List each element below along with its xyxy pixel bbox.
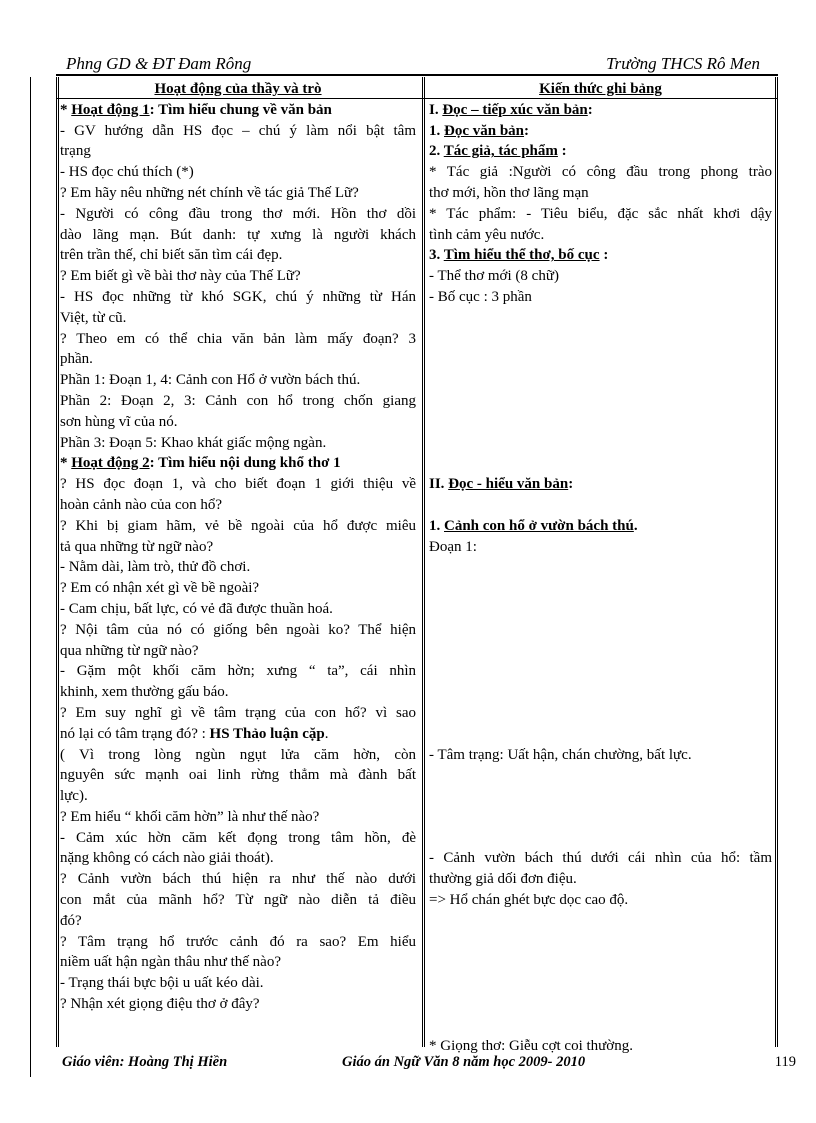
left-column-title: Hoạt động của thầy và trò — [154, 81, 322, 97]
activity-line: * Hoạt động 1: Tìm hiểu chung về văn bản — [60, 101, 332, 118]
note-line: - Bố cục : 3 phần — [429, 288, 532, 305]
right-column-content — [429, 100, 772, 1057]
activity-line: Phần 1: Đoạn 1, 4: Cảnh con Hổ ở vườn bách thú. — [60, 372, 361, 389]
note-line — [429, 1015, 772, 1036]
note-line — [429, 578, 772, 599]
note-line — [429, 599, 772, 620]
note-line — [429, 557, 772, 578]
teacher-student-activities-column — [60, 79, 416, 1015]
footer-lesson-plan: Giáo án Ngữ Văn 8 năm học 2009- 2010 — [342, 1054, 586, 1070]
note-line: Đoạn 1: — [429, 538, 477, 555]
activity-line: phần. — [60, 351, 93, 368]
activity-line: - Trạng thái bực bội u uất kéo dài. — [60, 975, 264, 992]
page-number: 119 — [774, 1054, 796, 1070]
activity-line: ? Em có nhận xét gì về bề ngoài? — [60, 580, 260, 597]
note-line: - Thể thơ mới (8 chữ) — [429, 268, 559, 285]
note-line — [429, 349, 772, 370]
activity-line: hoàn cảnh nào của con hổ? — [60, 496, 223, 513]
note-line: * Tác phẩm: - Tiêu biểu, đặc sắc nhất khơi dậy — [429, 205, 772, 222]
note-line: * Tác giả :Người có công đầu trong phong trào — [429, 164, 772, 181]
note-line — [429, 952, 772, 973]
note-line — [429, 453, 772, 474]
note-line: thơ mới, hồn thơ lãng mạn — [429, 184, 589, 201]
margin-line — [30, 77, 31, 1077]
note-line: 1. Cảnh con hổ ở vườn bách thú. — [429, 517, 638, 534]
note-line — [429, 329, 772, 350]
activity-line: nguyên sức mạnh oai linh rừng thẳm mà đành bất — [60, 767, 416, 784]
note-line — [429, 433, 772, 454]
activity-line: - Người có công đầu trong thơ mới. Hồn thơ dồi — [60, 205, 416, 222]
activity-line: con mắt của mãnh hổ? Từ ngữ nào diễn tả điều — [60, 892, 416, 909]
activity-line: ? Em suy nghĩ gì về tâm trạng của con hổ? vì sao — [60, 704, 416, 721]
activity-line: - HS đọc chú thích (*) — [60, 164, 194, 181]
note-line: II. Đọc - hiểu văn bản: — [429, 476, 574, 493]
column-divider — [422, 77, 425, 1047]
board-notes-column — [429, 79, 772, 1056]
note-line — [429, 994, 772, 1015]
activity-line: - HS đọc những từ khó SGK, chú ý những từ Hán — [60, 288, 416, 305]
activity-line: - Gặm một khối căm hờn; xưng “ ta”, cái nhìn — [60, 663, 416, 680]
activity-line: ? Nhận xét giọng điệu thơ ở đây? — [60, 996, 260, 1013]
activity-line: ? Cảnh vườn bách thú hiện ra như thế nào dưới — [60, 871, 416, 888]
activity-line: Phần 3: Đoạn 5: Khao khát giấc mộng ngàn. — [60, 434, 327, 451]
note-line — [429, 807, 772, 828]
activity-line: nặng không có cách nào giải thoát). — [60, 850, 274, 867]
activity-line: - Cảm xúc hờn căm kết đọng trong tâm hồn, đè — [60, 829, 416, 846]
activity-line: ? Em hiểu “ khối căm hờn” là như thế nào? — [60, 808, 320, 825]
note-line — [429, 724, 772, 745]
activity-line: - Nằm dài, làm trò, thử đồ chơi. — [60, 559, 251, 576]
note-line — [429, 661, 772, 682]
footer-teacher: Giáo viên: Hoàng Thị Hiền — [62, 1054, 228, 1070]
activity-line: lực). — [60, 788, 88, 805]
activity-line: trạng — [60, 143, 91, 160]
note-line: thường giả dối đơn điệu. — [429, 871, 577, 888]
note-line — [429, 391, 772, 412]
activity-line: Việt, từ cũ. — [60, 309, 127, 326]
left-column-content — [60, 100, 416, 1015]
note-line — [429, 703, 772, 724]
note-line — [429, 765, 772, 786]
note-line — [429, 308, 772, 329]
activity-line: tả qua những từ ngữ nào? — [60, 538, 214, 555]
header-rule — [56, 74, 778, 76]
note-line: * Giọng thơ: Giễu cợt coi thường. — [429, 1037, 633, 1054]
activity-line: nó lại có tâm trạng đó? : HS Thảo luận cặp. — [60, 725, 329, 742]
activity-line: ( Vì trong lòng ngùn ngụt lửa căm hờn, còn — [60, 746, 416, 763]
header-school: Trường THCS Rô Men — [606, 54, 760, 73]
note-line — [429, 786, 772, 807]
note-line: => Hổ chán ghét bực dọc cao độ. — [429, 892, 629, 909]
activity-line: ? Em hãy nêu những nét chính về tác giả Thế Lữ? — [60, 184, 359, 201]
activity-line: - GV hướng dẫn HS đọc – chú ý làm nổi bật tâm — [60, 122, 416, 139]
note-line — [429, 932, 772, 953]
activity-line: ? HS đọc đoạn 1, và cho biết đoạn 1 giới thiệu về — [60, 476, 416, 493]
note-line: 1. Đọc văn bản: — [429, 122, 530, 139]
page-header — [66, 54, 760, 76]
note-line — [429, 911, 772, 932]
note-line: - Tâm trạng: Uất hận, chán chường, bất lực. — [429, 746, 692, 763]
activity-line: - Cam chịu, bất lực, có vẻ đã được thuần hoá. — [60, 600, 333, 617]
note-line — [429, 682, 772, 703]
activity-line: ? Nội tâm của nó có giống bên ngoài ko? Thể hiện — [60, 621, 416, 638]
activity-line: Phần 2: Đoạn 2, 3: Cảnh con hổ trong chốn giang — [60, 392, 416, 409]
note-line: - Cảnh vườn bách thú dưới cái nhìn của hổ: tầm — [429, 850, 772, 867]
activity-line: ? Em biết gì về bài thơ này của Thế Lữ? — [60, 268, 301, 285]
note-line — [429, 370, 772, 391]
page-footer — [56, 1054, 796, 1074]
note-line: tình cảm yêu nước. — [429, 226, 545, 243]
note-line — [429, 973, 772, 994]
note-line — [429, 495, 772, 516]
activity-line: ? Tâm trạng hổ trước cảnh đó ra sao? Em hiểu — [60, 933, 416, 950]
note-line — [429, 412, 772, 433]
activity-line: ? Theo em có thể chia văn bản làm mấy đoạn? 3 — [60, 330, 416, 347]
activity-line: trên trần thế, chỉ biết săn tìm cái đẹp. — [60, 247, 283, 264]
note-line — [429, 641, 772, 662]
note-line: I. Đọc – tiếp xúc văn bản: — [429, 101, 593, 118]
right-column-title: Kiến thức ghi bảng — [539, 81, 662, 97]
note-line — [429, 620, 772, 641]
note-line — [429, 828, 772, 849]
note-line: 3. Tìm hiểu thể thơ, bố cục : — [429, 247, 609, 264]
activity-line: dào lãng mạn. Bút danh: tự xưng là người khách — [60, 226, 416, 243]
activity-line: * Hoạt động 2: Tìm hiểu nội dung khổ thơ 1 — [60, 455, 341, 472]
activity-line: sơn hùng vĩ của nó. — [60, 413, 178, 430]
header-department: Phng GD & ĐT Đam Rông — [66, 54, 252, 73]
activity-line: khinh, xem thường gấu báo. — [60, 684, 229, 701]
activity-line: qua những từ ngữ nào? — [60, 642, 199, 659]
activity-line: niềm uất hận ngàn thâu như thế nào? — [60, 954, 281, 971]
activity-line: đó? — [60, 912, 82, 929]
activity-line: ? Khi bị giam hãm, vẻ bề ngoài của hổ được miêu — [60, 517, 416, 534]
note-line: 2. Tác giả, tác phẩm : — [429, 143, 567, 160]
